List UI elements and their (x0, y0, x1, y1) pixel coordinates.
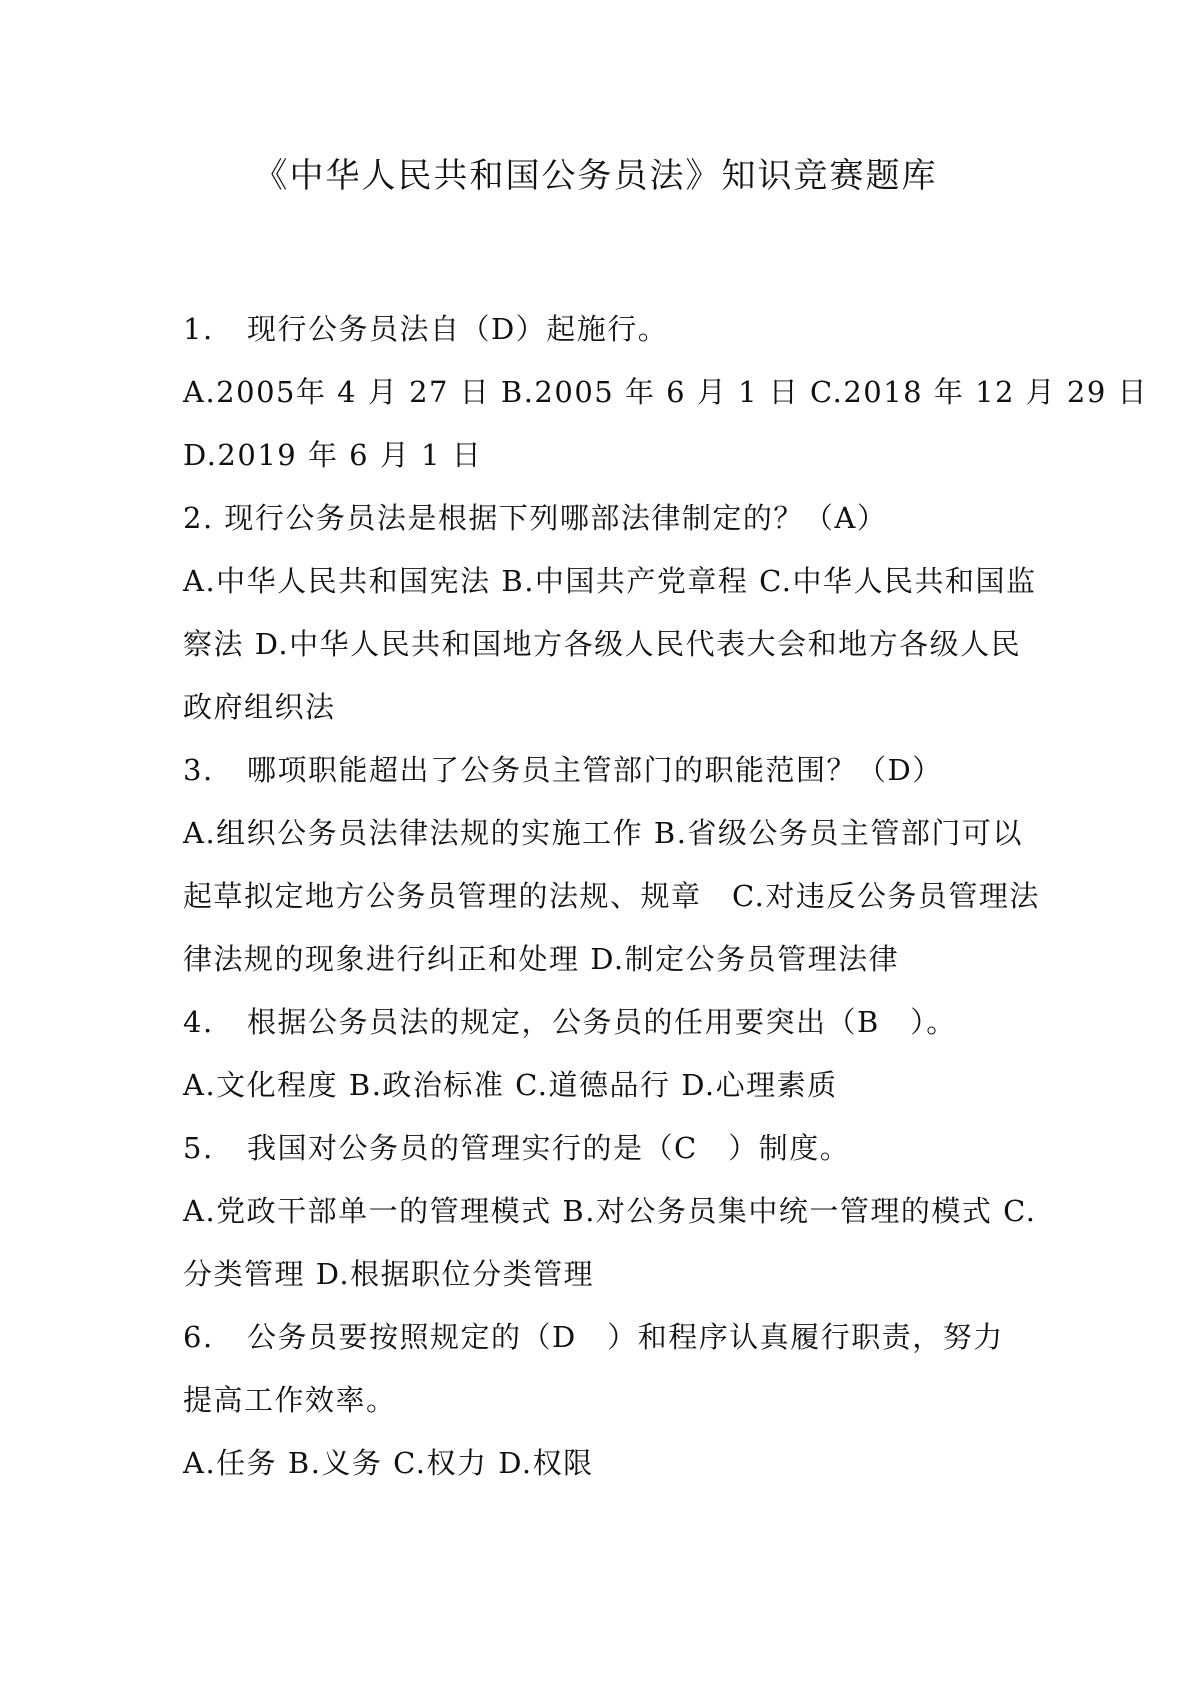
question-2-options (183, 550, 1037, 613)
question-number: 4. (183, 1005, 214, 1039)
question-5-options-cont (183, 1243, 1013, 1306)
question-3-options (183, 802, 1023, 865)
line-text: A.文化程度 B.政治标准 C.道德品行 D.心理素质 (183, 1068, 838, 1102)
question-number: 3. (183, 753, 214, 787)
line-text: 现行公务员法自（D）起施行。 (247, 312, 669, 346)
line-text: A.组织公务员法律法规的实施工作 B.省级公务员主管部门可以 (183, 816, 1023, 850)
question-3-options-cont (183, 928, 1013, 991)
line-text: 我国对公务员的管理实行的是（C ）制度。 (247, 1131, 851, 1165)
question-6-stem (183, 1306, 1013, 1369)
line-text: 2. 现行公务员法是根据下列哪部法律制定的？（A） (183, 501, 888, 535)
question-3-stem (183, 739, 1013, 802)
line-text: 提高工作效率。 (183, 1383, 397, 1417)
question-2-options-cont (183, 676, 1013, 739)
question-6-options (183, 1432, 1013, 1495)
line-text: 起草拟定地方公务员管理的法规、规章 C.对违反公务员管理法 (183, 879, 1040, 913)
question-1-stem (183, 298, 1013, 361)
question-2-options-cont (183, 613, 1022, 676)
line-text: 分类管理 D.根据职位分类管理 (183, 1257, 595, 1291)
question-number: 1. (183, 312, 214, 346)
question-4-options (183, 1054, 1013, 1117)
question-4-stem (183, 991, 1013, 1054)
line-text: 政府组织法 (183, 690, 336, 724)
question-5-options (183, 1180, 1037, 1243)
line-text: 律法规的现象进行纠正和处理 D.制定公务员管理法律 (183, 942, 900, 976)
line-text: A.2005年 4 月 27 日 B.2005 年 6 月 1 日 C.2018 年 12 月 29 日 (183, 375, 1149, 409)
line-text: A.中华人民共和国宪法 B.中国共产党章程 C.中华人民共和国监 (183, 564, 1037, 598)
document-title: 《中华人民共和国公务员法》知识竞赛题库 (253, 156, 938, 196)
question-6-stem-cont (183, 1369, 1013, 1432)
question-2-stem (183, 487, 1013, 550)
line-text: 根据公务员法的规定，公务员的任用要突出（B ）。 (247, 1005, 957, 1039)
question-number: 5. (183, 1131, 214, 1165)
question-1-options-cont (183, 424, 1013, 487)
line-text: D.2019 年 6 月 1 日 (183, 438, 483, 472)
line-text: 公务员要按照规定的（D ）和程序认真履行职责，努力 (247, 1320, 1004, 1354)
question-5-stem (183, 1117, 1013, 1180)
line-text: A.任务 B.义务 C.权力 D.权限 (183, 1446, 594, 1480)
question-list (183, 298, 1149, 1495)
question-number: 6. (183, 1320, 214, 1354)
question-1-options (183, 361, 1149, 424)
line-text: 察法 D.中华人民共和国地方各级人民代表大会和地方各级人民 (183, 627, 1022, 661)
line-text: 哪项职能超出了公务员主管部门的职能范围？（D） (247, 753, 943, 787)
line-text: A.党政干部单一的管理模式 B.对公务员集中统一管理的模式 C. (183, 1194, 1037, 1228)
question-3-options-cont (183, 865, 1040, 928)
